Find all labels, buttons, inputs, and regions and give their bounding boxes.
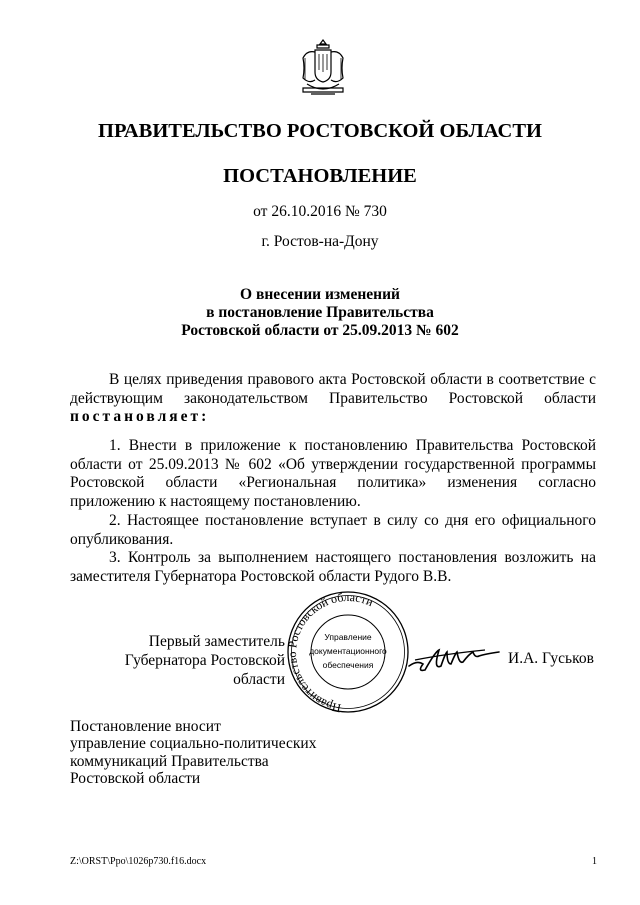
- signatory-position: [70, 632, 285, 689]
- date-number: от 26.10.2016 № 730: [253, 203, 387, 220]
- file-path: Z:\ORST\Ppo\1026p730.f16.docx: [70, 856, 207, 867]
- position-line: Губернатора Ростовской области: [124, 652, 285, 688]
- preamble-paragraph: [70, 371, 596, 427]
- note-line: коммуникаций Правительства: [70, 752, 269, 770]
- stamp-center-line: обеспечения: [322, 660, 374, 670]
- coat-of-arms-emblem: [297, 36, 349, 100]
- city: г. Ростов-на-Дону: [261, 233, 379, 250]
- subject-line: Ростовской области от 25.09.2013 № 602: [181, 322, 459, 339]
- official-stamp: [284, 589, 412, 715]
- page-number: 1: [592, 856, 597, 867]
- item-paragraph: [70, 512, 596, 549]
- item-text: 3. Контроль за выполнением настоящего постановления возложить на заместителя Губернатора Ростовской области Рудого В.В.: [70, 549, 596, 585]
- stamp-center-line: Управление: [324, 632, 372, 642]
- signatory-name: И.А. Гуськов: [508, 650, 594, 667]
- introduced-by-note: [70, 718, 316, 788]
- position-line: Первый заместитель: [148, 633, 285, 650]
- handwritten-signature: [405, 636, 505, 678]
- subject-line: в постановление Правительства: [206, 304, 434, 321]
- note-line: Ростовской области: [70, 770, 201, 788]
- item-text: 1. Внести в приложение к постановлению Правительства Ростовской области от 25.09.2013 № 602 «Об утверждении государственной программы Ростовской области «Региональная политика» изменения согласно приложению к настоящему постановлению.: [70, 437, 596, 510]
- document-subject: [0, 286, 640, 340]
- subject-line: О внесении изменений: [240, 286, 400, 303]
- item-paragraph: [70, 437, 596, 511]
- item-paragraph: [70, 549, 596, 586]
- document-type-title: ПОСТАНОВЛЕНИЕ: [223, 165, 417, 187]
- note-line: управление социально-политических: [70, 735, 317, 753]
- organization-title: ПРАВИТЕЛЬСТВО РОСТОВСКОЙ ОБЛАСТИ: [98, 120, 542, 142]
- preamble-text: В целях приведения правового акта Ростовской области в соответствие с действующим законодательством Правительство Ростовской области: [70, 371, 596, 407]
- item-text: 2. Настоящее постановление вступает в силу со дня его официального опубликования.: [70, 512, 596, 548]
- decree-word: постановляет:: [70, 408, 210, 426]
- note-line: Постановление вносит: [70, 718, 221, 735]
- stamp-center-line: документационного: [309, 646, 387, 656]
- stamp-ring-text: Правительство Ростовской области: [284, 589, 376, 715]
